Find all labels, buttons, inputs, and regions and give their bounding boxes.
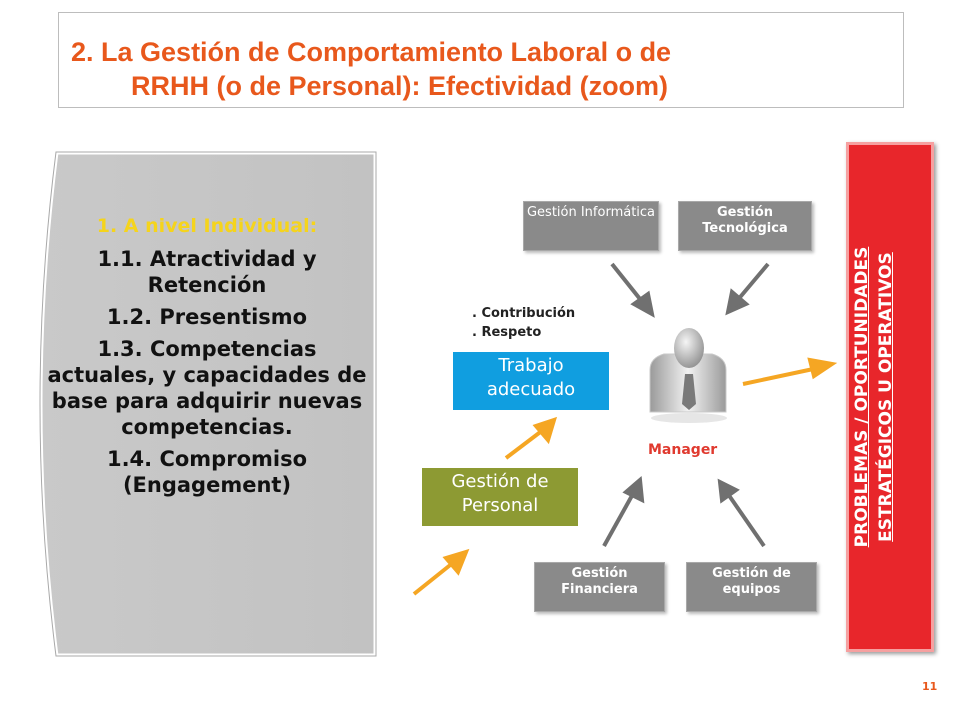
individual-heading: 1. A nivel Individual:: [96, 215, 318, 237]
title-line-2: RRHH (o de Personal): Efectividad (zoom): [131, 71, 669, 101]
manager-icon: [650, 328, 727, 423]
gestion-personal-box: Gestión de Personal: [422, 468, 578, 526]
gestion-tecnologica-box: Gestión Tecnológica: [678, 201, 812, 251]
gestion-informatica-box: Gestión Informática: [523, 201, 659, 251]
contribucion-label: . Contribución: [472, 306, 576, 321]
item-engagement: 1.4. Compromiso (Engagement): [106, 447, 308, 497]
gestion-equipos-box: Gestión de equipos: [686, 562, 817, 612]
strategic-line-1: PROBLEMAS / OPORTUNIDADES: [852, 246, 872, 548]
item-presentism: 1.2. Presentismo: [106, 305, 308, 329]
manager-label: Manager: [648, 442, 718, 458]
orange-arrows: [414, 360, 832, 594]
trabajo-adecuado-box: Trabajo adecuado: [453, 352, 609, 410]
page-number: 11: [922, 680, 938, 693]
title-line-1: 2. La Gestión de Comportamiento Laboral o de: [71, 37, 672, 67]
gestion-financiera-box: Gestión Financiera: [534, 562, 665, 612]
item-attractivity: 1.1. Atractividad y Retención: [97, 247, 317, 297]
strategic-problems-text: [850, 162, 930, 632]
item-competencies: 1.3. Competencias actuales, y capacidades de base para adquirir nuevas competencias.: [47, 337, 367, 439]
respeto-label: . Respeto: [472, 325, 542, 340]
strategic-line-2: ESTRATÉGICOS U OPERATIVOS: [876, 252, 896, 542]
